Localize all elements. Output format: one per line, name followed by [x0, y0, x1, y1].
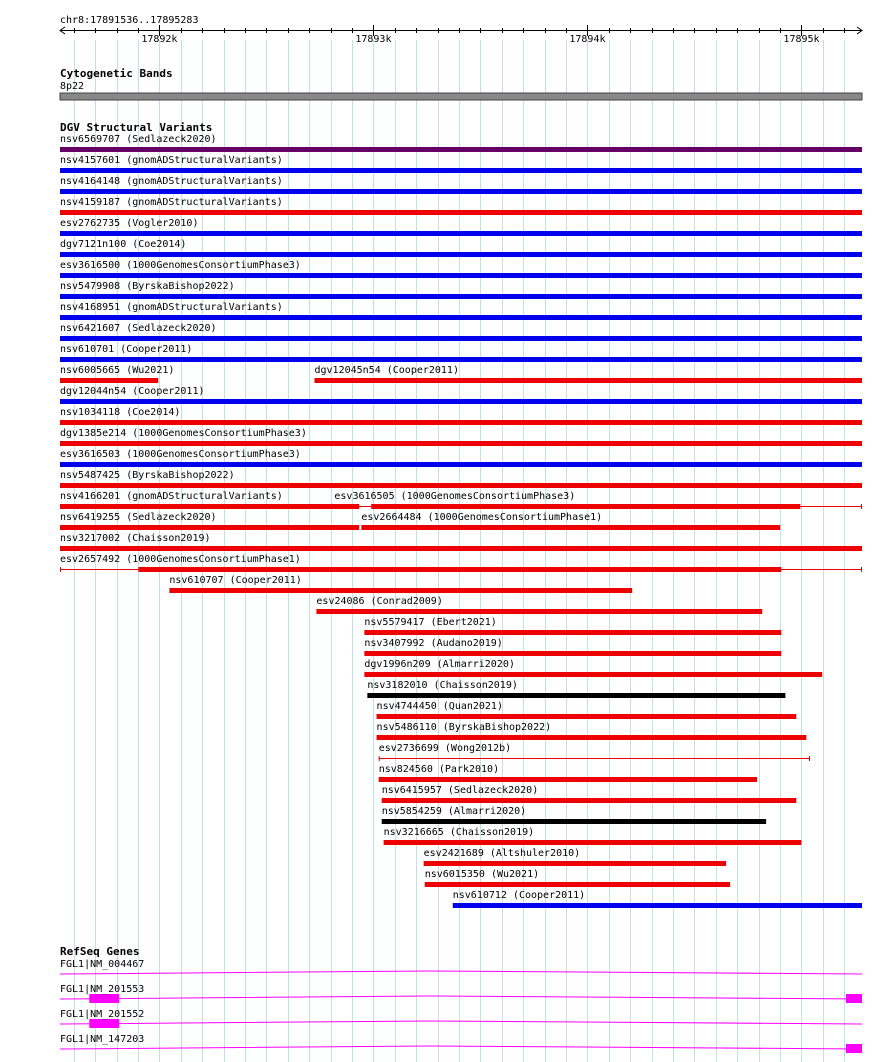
dgv-feature-bar [379, 777, 757, 782]
dgv-feature-label[interactable]: dgv7121n100 (Coe2014) [60, 239, 187, 250]
dgv-feature-label[interactable]: nsv6015350 (Wu2021) [424, 869, 540, 880]
location-readout: chr8:17891536..17895283 [60, 15, 199, 26]
gene-exon [846, 994, 862, 1003]
dgv-feature-label[interactable]: nsv3407992 (Audano2019) [364, 638, 503, 649]
gene-intron [60, 1046, 862, 1049]
dgv-feature-label[interactable]: nsv4168951 (gnomADStructuralVariants) [60, 302, 283, 313]
gene-exon [89, 1019, 119, 1028]
dgv-feature-bar [60, 357, 862, 362]
dgv-feature-bar [60, 378, 158, 383]
dgv-feature-bar [60, 462, 862, 467]
dgv-feature-bar [382, 819, 766, 824]
dgv-feature-label[interactable]: nsv610712 (Cooper2011) [452, 890, 586, 901]
dgv-feature-label[interactable]: esv2657492 (1000GenomesConsortiumPhase1) [60, 554, 301, 565]
dgv-feature-label[interactable]: nsv1034118 (Coe2014) [60, 407, 181, 418]
gene-exon [846, 1044, 862, 1053]
dgv-feature-label[interactable]: esv2664484 (1000GenomesConsortiumPhase1) [361, 512, 603, 523]
dgv-feature-bar [425, 882, 730, 887]
dgv-feature-bar [138, 567, 781, 572]
cytoband-label: 8p22 [60, 81, 85, 92]
dgv-feature-label[interactable]: nsv6005665 (Wu2021) [60, 365, 175, 376]
dgv-feature-bar [367, 693, 785, 698]
dgv-feature-label[interactable]: esv3616505 (1000GenomesConsortiumPhase3) [334, 491, 576, 502]
ruler-tick-label: 17893k [355, 34, 392, 45]
gene-label[interactable]: FGL1|NM_201552 [60, 1009, 145, 1020]
dgv-feature-label[interactable]: nsv4164148 (gnomADStructuralVariants) [60, 176, 283, 187]
dgv-feature-label[interactable]: esv2736699 (Wong2012b) [378, 743, 512, 754]
dgv-feature-bar [364, 630, 781, 635]
dgv-feature-label[interactable]: dgv12045n54 (Cooper2011) [314, 365, 459, 376]
dgv-feature-bar [377, 735, 807, 740]
dgv-feature-bar [60, 147, 862, 152]
gene-label[interactable]: FGL1|NM_201553 [60, 984, 145, 995]
dgv-feature-bar [60, 168, 862, 173]
dgv-feature-label[interactable]: nsv3216665 (Chaisson2019) [383, 827, 535, 838]
gene-intron [60, 971, 862, 974]
dgv-feature-label[interactable]: nsv610707 (Cooper2011) [169, 575, 302, 586]
dgv-feature-bar [371, 504, 800, 509]
dgv-feature-bar [169, 588, 632, 593]
dgv-feature-bar [60, 399, 862, 404]
dgv-feature-bar [60, 546, 862, 551]
dgv-feature-bar [60, 189, 862, 194]
gene-label[interactable]: FGL1|NM_147203 [60, 1034, 145, 1045]
ruler-tick-label: 17894k [569, 34, 606, 45]
dgv-feature-bar [60, 504, 359, 509]
dgv-feature-label[interactable]: nsv5579417 (Ebert2021) [364, 617, 497, 628]
gene-exon [89, 994, 119, 1003]
dgv-feature-label[interactable]: nsv4744450 (Quan2021) [376, 701, 503, 712]
refseq-track-title: RefSeq Genes [60, 945, 140, 958]
cytoband-track-title: Cytogenetic Bands [60, 67, 173, 80]
dgv-feature-label[interactable]: esv24086 (Conrad2009) [316, 596, 443, 607]
dgv-feature-label[interactable]: dgv12044n54 (Cooper2011) [60, 386, 205, 397]
dgv-feature-bar [60, 315, 862, 320]
ruler-tick-label: 17892k [141, 34, 178, 45]
dgv-feature-label[interactable]: nsv824560 (Park2010) [378, 764, 500, 775]
dgv-feature-label[interactable]: nsv5479908 (ByrskaBishop2022) [60, 281, 235, 292]
dgv-feature-bar [60, 273, 862, 278]
dgv-feature-label[interactable]: esv2421689 (Altshuler2010) [423, 848, 581, 859]
dgv-feature-bar [60, 252, 862, 257]
dgv-feature-bar [382, 798, 797, 803]
gene-intron [60, 1021, 862, 1024]
dgv-feature-bar [60, 294, 862, 299]
dgv-feature-label[interactable]: nsv6421607 (Sedlazeck2020) [60, 323, 217, 334]
dgv-feature-label[interactable]: nsv6569707 (Sedlazeck2020) [60, 134, 217, 145]
dgv-feature-bar [60, 210, 862, 215]
dgv-feature-bar [60, 525, 359, 530]
dgv-feature-bar [60, 420, 862, 425]
dgv-feature-label[interactable]: esv3616503 (1000GenomesConsortiumPhase3) [60, 449, 301, 460]
dgv-feature-label[interactable]: dgv1385e214 (1000GenomesConsortiumPhase3) [60, 428, 307, 439]
dgv-feature-bar [60, 483, 862, 488]
dgv-feature-bar [60, 336, 862, 341]
dgv-feature-bar [364, 651, 781, 656]
dgv-feature-bar [384, 840, 802, 845]
dgv-feature-bar [60, 231, 862, 236]
dgv-feature-label[interactable]: nsv5854259 (Almarri2020) [381, 806, 527, 817]
gene-intron [60, 996, 862, 999]
dgv-feature-label[interactable]: nsv4157601 (gnomADStructuralVariants) [60, 155, 283, 166]
ruler-tick-label: 17895k [783, 34, 820, 45]
dgv-feature-bar [377, 714, 797, 719]
dgv-track-title: DGV Structural Variants [60, 121, 213, 134]
dgv-feature-label[interactable]: esv2762735 (Vogler2010) [60, 218, 199, 229]
dgv-feature-label[interactable]: dgv1996n209 (Almarri2020) [364, 659, 515, 670]
dgv-feature-bar [60, 441, 862, 446]
dgv-feature-bar [314, 378, 862, 383]
gene-label[interactable]: FGL1|NM_004467 [60, 959, 145, 970]
dgv-feature-label[interactable]: nsv5487425 (ByrskaBishop2022) [60, 470, 235, 481]
dgv-feature-label[interactable]: esv3616500 (1000GenomesConsortiumPhase3) [60, 260, 301, 271]
dgv-feature-bar [453, 903, 862, 908]
cytoband-bar [60, 93, 862, 100]
dgv-feature-bar [424, 861, 726, 866]
dgv-feature-label[interactable]: nsv4159187 (gnomADStructuralVariants) [60, 197, 283, 208]
dgv-feature-label[interactable]: nsv5486110 (ByrskaBishop2022) [376, 722, 552, 733]
dgv-feature-label[interactable]: nsv610701 (Cooper2011) [60, 344, 193, 355]
dgv-feature-label[interactable]: nsv3182010 (Chaisson2019) [367, 680, 518, 691]
dgv-feature-label[interactable]: nsv3217002 (Chaisson2019) [60, 533, 211, 544]
dgv-feature-bar [316, 609, 762, 614]
dgv-feature-label[interactable]: nsv6419255 (Sedlazeck2020) [60, 512, 217, 523]
dgv-feature-label[interactable]: nsv6415957 (Sedlazeck2020) [381, 785, 539, 796]
dgv-feature-bar [361, 525, 780, 530]
dgv-feature-label[interactable]: nsv4166201 (gnomADStructuralVariants) [60, 491, 283, 502]
dgv-feature-bar [364, 672, 822, 677]
